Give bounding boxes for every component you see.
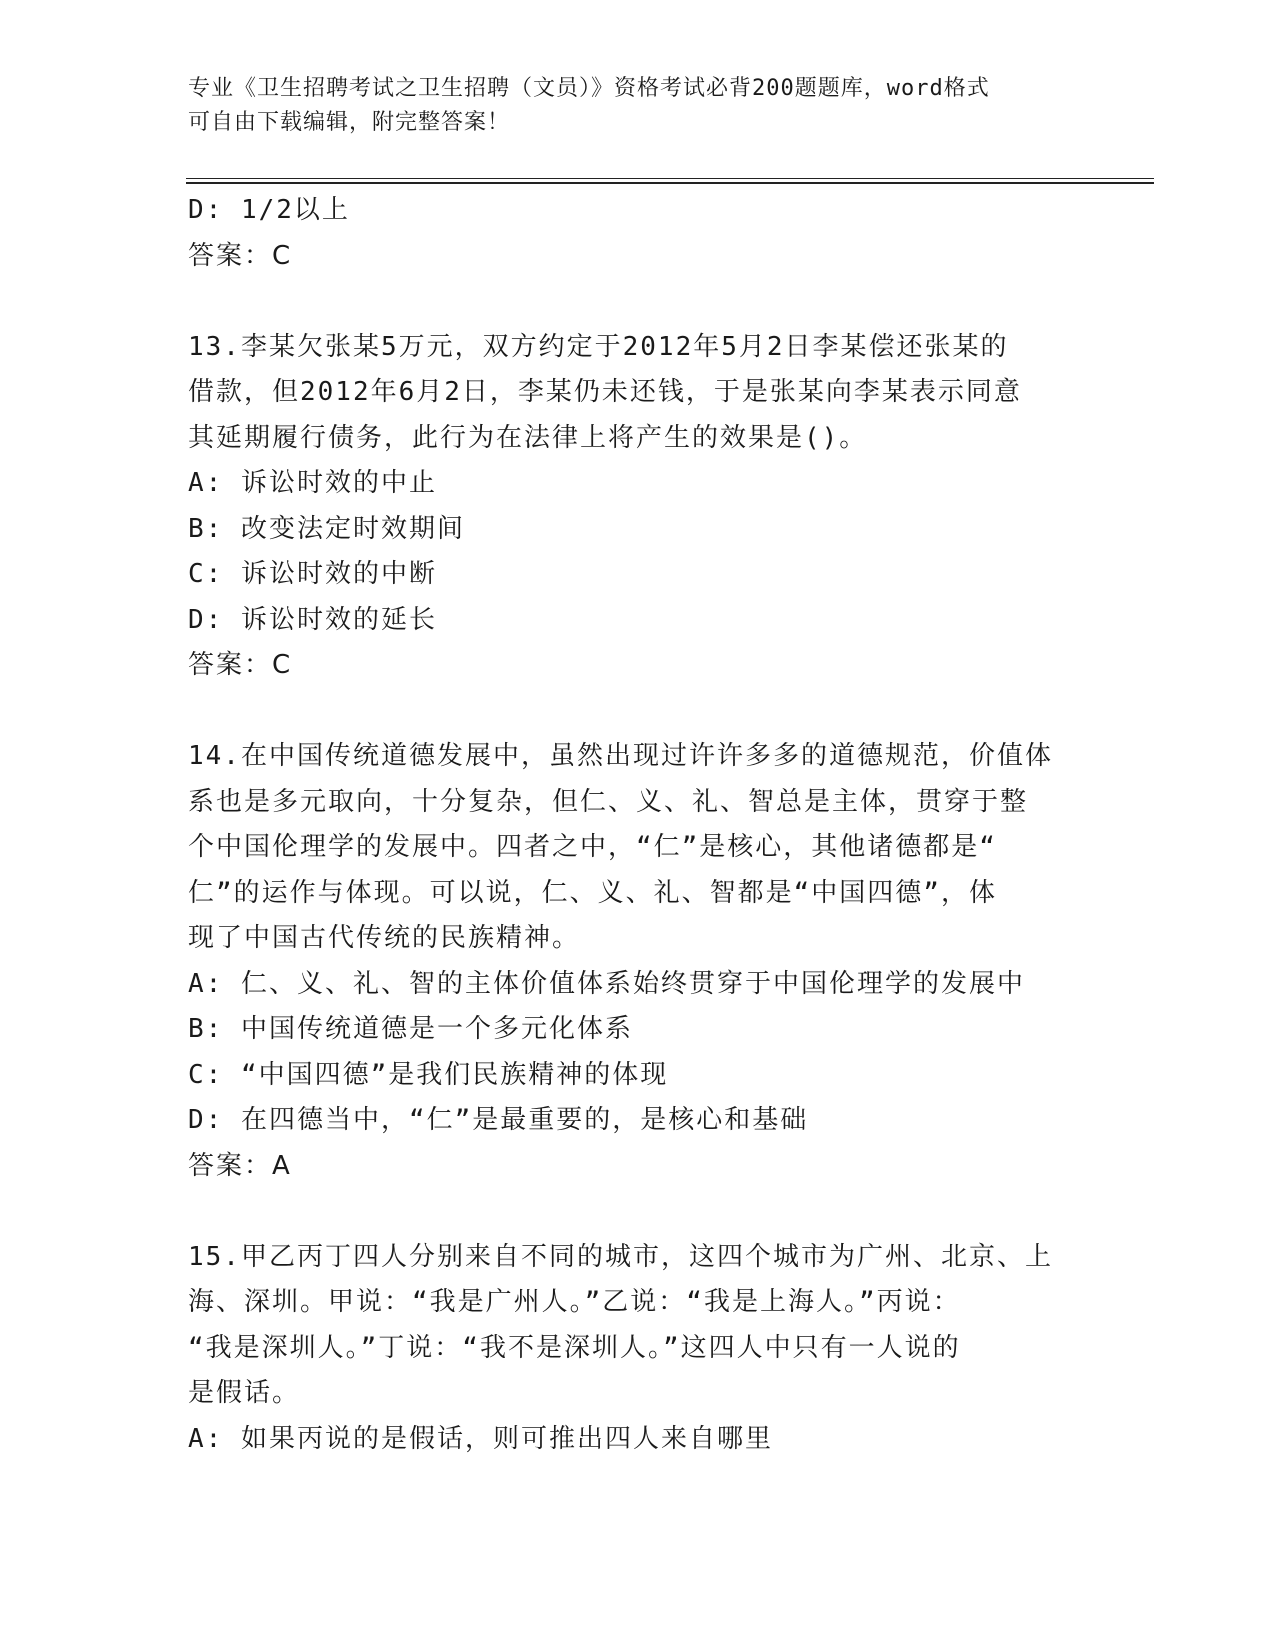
question-stem-line: 14.在中国传统道德发展中，虽然出现过许许多多的道德规范，价值体: [188, 741, 1053, 771]
option-d: D: 在四德当中，“仁”是最重要的，是核心和基础: [188, 1105, 809, 1135]
question-stem-line: “我是深圳人。”丁说：“我不是深圳人。”这四人中只有一人说的: [188, 1332, 961, 1363]
question-14: [188, 734, 1088, 1189]
option-a: A: 仁、义、礼、智的主体价值体系始终贯穿于中国伦理学的发展中: [188, 968, 1025, 999]
option-a: A: 诉讼时效的中止: [188, 468, 437, 498]
spacer: [188, 1189, 1088, 1235]
header-rule-thin: [186, 178, 1154, 179]
option-b: B: 改变法定时效期间: [188, 513, 465, 544]
document-header: [188, 72, 1068, 140]
option-d: D: 诉讼时效的延长: [188, 604, 437, 635]
document-body: [188, 188, 1088, 1462]
option-d: D: 1/2以上: [188, 195, 350, 225]
answer: 答案：A: [188, 1150, 292, 1181]
question-stem-line: 借款，但2012年6月2日，李某仍未还钱，于是张某向李某表示同意: [188, 377, 1022, 407]
prev-question: [188, 188, 1088, 279]
question-stem-line: 系也是多元取向，十分复杂，但仁、义、礼、智总是主体，贯穿于整: [188, 786, 1029, 817]
question-stem-line: 是假话。: [188, 1378, 301, 1408]
spacer: [188, 689, 1088, 735]
question-stem-line: 15.甲乙丙丁四人分别来自不同的城市，这四个城市为广州、北京、上: [188, 1241, 1053, 1272]
question-stem-line: 13.李某欠张某5万元，双方约定于2012年5月2日李某偿还张某的: [188, 331, 1009, 362]
spacer: [188, 279, 1088, 325]
answer: 答案：C: [188, 650, 293, 680]
header-line-1: 专业《卫生招聘考试之卫生招聘（文员）》资格考试必背200题题库，word格式: [188, 76, 990, 101]
option-b: B: 中国传统道德是一个多元化体系: [188, 1014, 633, 1044]
header-rule-thick: [186, 182, 1154, 184]
question-stem-line: 现了中国古代传统的民族精神。: [188, 923, 581, 953]
question-stem-line: 个中国伦理学的发展中。四者之中，“仁”是核心，其他诸德都是“: [188, 832, 997, 862]
question-13: [188, 325, 1088, 689]
question-stem-line: 海、深圳。甲说：“我是广州人。”乙说：“我是上海人。”丙说：: [188, 1287, 961, 1317]
header-line-2: 可自由下载编辑，附完整答案！: [188, 110, 511, 135]
question-15: [188, 1235, 1088, 1463]
option-c: C: 诉讼时效的中断: [188, 559, 437, 589]
option-c: C: “中国四德”是我们民族精神的体现: [188, 1059, 669, 1090]
question-stem-line: 仁”的运作与体现。可以说，仁、义、礼、智都是“中国四德”，体: [188, 877, 997, 908]
option-a: A: 如果丙说的是假话，则可推出四人来自哪里: [188, 1423, 773, 1454]
answer: 答案：C: [188, 240, 293, 271]
question-stem-line: 其延期履行债务，此行为在法律上将产生的效果是()。: [188, 422, 868, 453]
